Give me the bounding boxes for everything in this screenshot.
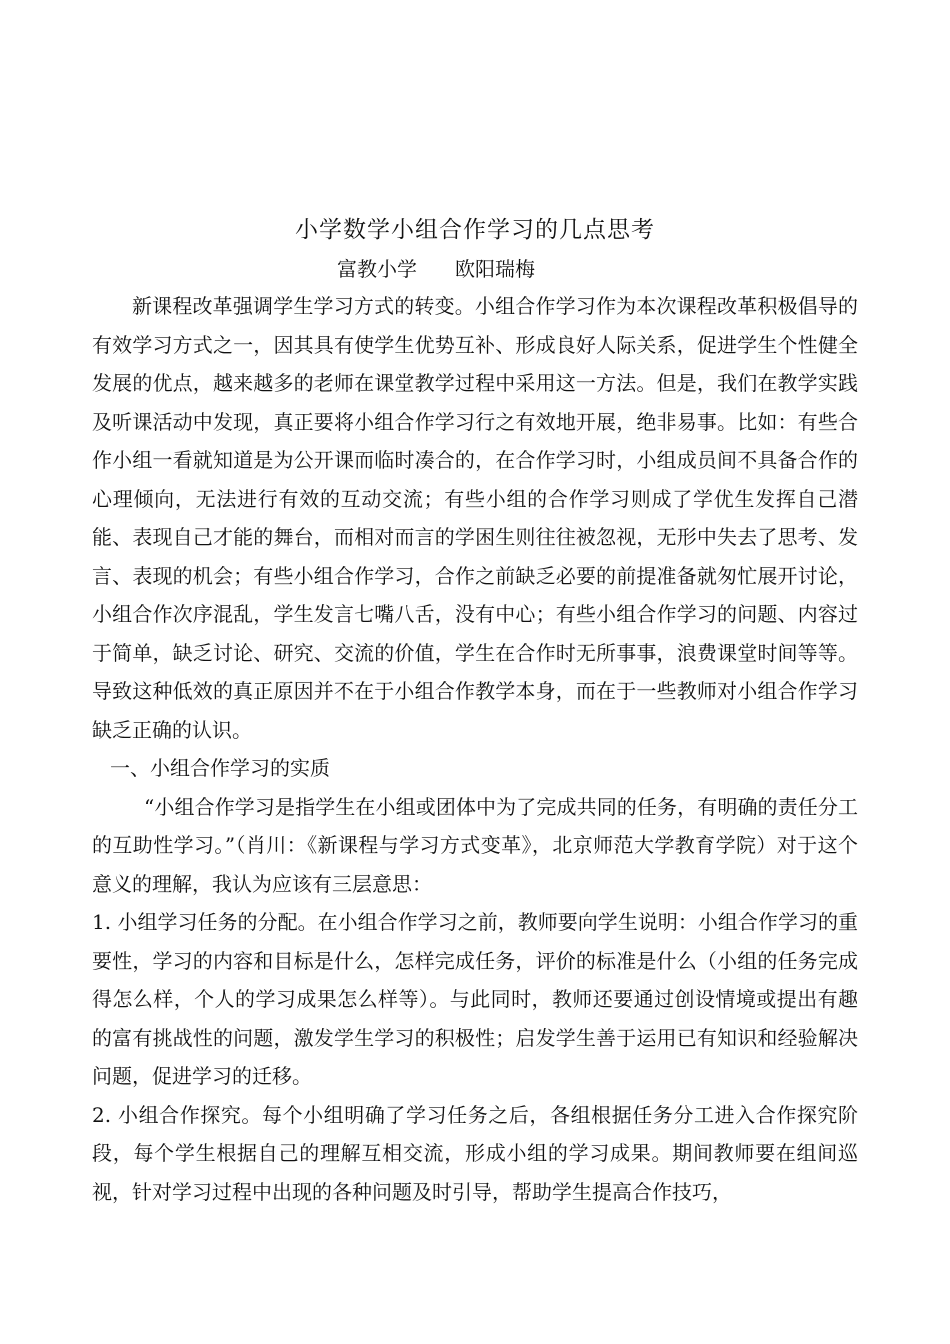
author-name: 欧阳瑞梅	[455, 257, 535, 281]
definition-paragraph: “小组合作学习是指学生在小组或团体中为了完成共同的任务，有明确的责任分工的互助性学习。”（肖川：《新课程与学习方式变革》，北京师范大学教育学院）对于这个意义的理解，我认为应该有三层意思：	[92, 794, 858, 896]
school-name: 富教小学	[337, 257, 417, 281]
byline	[337, 254, 535, 284]
intro-paragraph: 新课程改革强调学生学习方式的转变。小组合作学习作为本次课程改革积极倡导的有效学习方式之一，因其具有使学生优势互补、形成良好人际关系，促进学生个性健全发展的优点，越来越多的老师在课堂教学过程中采用这一方法。但是，我们在教学实践及听课活动中发现，真正要将小组合作学习行之有效地开展，绝非易事。比如：有些合作小组一看就知道是为公开课而临时凑合的，在合作学习时，小组成员间不具备合作的心理倾向，无法进行有效的互动交流；有些小组的合作学习则成了学优生发挥自己潜能、表现自己才能的舞台，而相对而言的学困生则往往被忽视，无形中失去了思考、发言、表现的机会；有些小组合作学习，合作之前缺乏必要的前提准备就匆忙展开讨论，小组合作次序混乱，学生发言七嘴八舌，没有中心；有些小组合作学习的问题、内容过于简单，缺乏讨论、研究、交流的价值，学生在合作时无所事事，浪费课堂时间等等。导致这种低效的真正原因并不在于小组合作教学本身，而在于一些教师对小组合作学习缺乏正确的认识。	[92, 294, 858, 742]
document-body	[92, 287, 858, 1211]
document-title: 小学数学小组合作学习的几点思考	[295, 217, 655, 243]
point-2-paragraph: 2. 小组合作探究。每个小组明确了学习任务之后，各组根据任务分工进入合作探究阶段，每个学生根据自己的理解互相交流，形成小组的学习成果。期间教师要在组间巡视，针对学习过程中出现的各种问题及时引导，帮助学生提高合作技巧，	[92, 1102, 858, 1204]
point-1-paragraph: 1. 小组学习任务的分配。在小组合作学习之前，教师要向学生说明：小组合作学习的重要性，学习的内容和目标是什么，怎样完成任务，评价的标准是什么（小组的任务完成得怎么样，个人的学习成果怎么样等）。与此同时，教师还要通过创设情境或提出有趣的富有挑战性的问题，激发学生学习的积极性；启发学生善于运用已有知识和经验解决问题，促进学习的迁移。	[92, 910, 858, 1088]
section-heading: 一、小组合作学习的实质	[110, 756, 330, 780]
